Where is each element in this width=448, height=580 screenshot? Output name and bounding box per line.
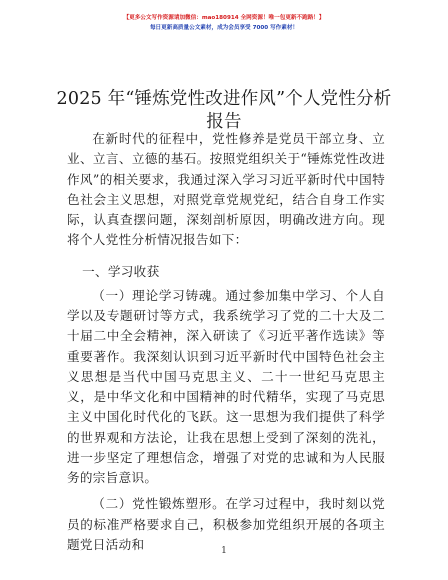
document-body — [67, 129, 385, 555]
page-number: 1 — [221, 546, 227, 556]
section-heading: 一、学习收获 — [82, 263, 160, 279]
intro-paragraph: 在新时代的征程中，党性修养是党员干部立身、立业、立言、立德的基石。按照党组织关于“锤炼党性改进作风”的相关要求，我通过深入学习习近平新时代中国特色社会主义思想，对照党章党规党纪，结合自身工作实际，认真查摆问题，深刻剖析原因，明确改进方向。现将个人党性分析情况报告如下： — [67, 131, 385, 248]
body-paragraph: （二）党性锻炼塑形。在学习过程中，我时刻以党员的标准严格要求自己，积极参加党组织开展的各项主题党日活动和 — [67, 496, 385, 552]
body-paragraph: （一）理论学习铸魂。通过参加集中学习、个人自学以及专题研讨等方式，我系统学习了党的二十大及二十届二中全会精神，深入研读了《习近平著作选读》等重要著作。我深刻认识到习近平新时代中国特色社会主义思想是当代中国马克思主义、二十一世纪马克思主义，是中华文化和中国精神的时代精华，实现了马克思主义中国化时代化的飞跃。这一思想为我们提供了科学的世界观和方法论，让我在思想上受到了深刻的洗礼，进一步坚定了理想信念，增强了对党的忠诚和为人民服务的宗旨意识。 — [67, 287, 385, 485]
promo-banner-line-1: 【更多公文写作资源请加微信：mao180914 全网资源！唯一包更新不跑路！】 — [123, 15, 325, 21]
promo-banner-line-2: 每日更新高质量公文素材，成为会员享受 7000 写作素材！ — [149, 25, 299, 31]
document-title: 2025 年“锤炼党性改进作风”个人党性分析报告 — [56, 89, 392, 132]
